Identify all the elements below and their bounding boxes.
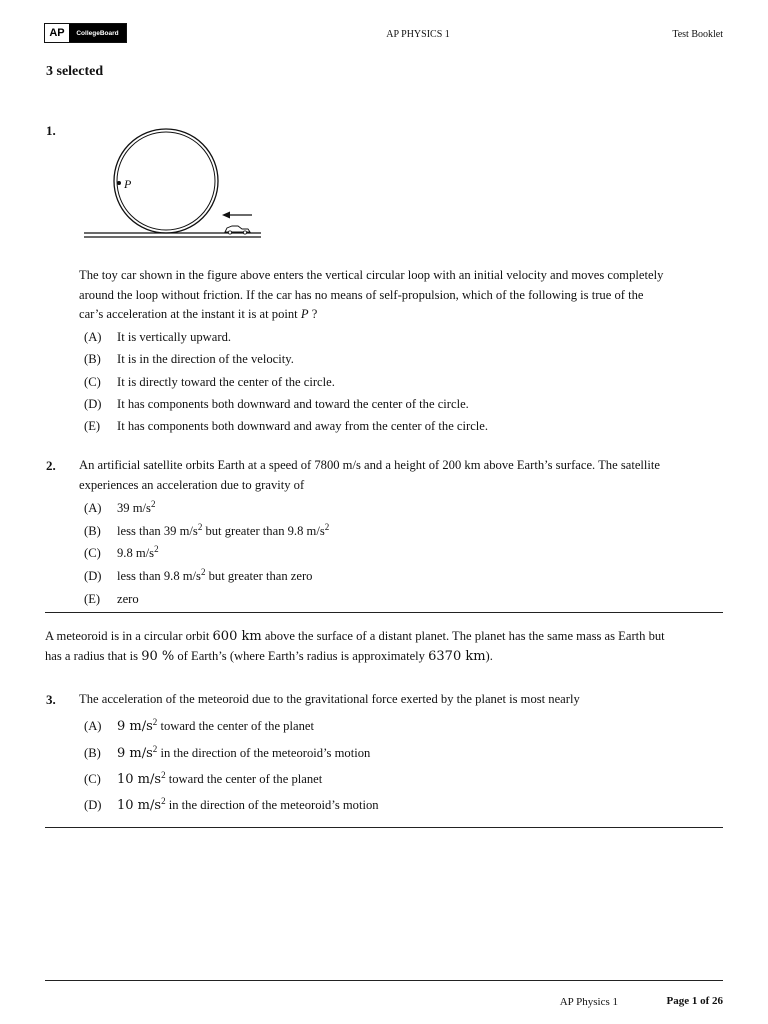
selected-count: 3 selected [46, 64, 104, 79]
choice-letter: (A) [84, 719, 102, 733]
choice-text: It is in the direction of the velocity. [117, 352, 294, 366]
point-p-dot [117, 181, 121, 185]
q1-choice-a[interactable] [84, 329, 231, 345]
question-1-stem-line: The toy car shown in the figure above enters the vertical circular loop with an initial velocity and moves completely [79, 268, 664, 282]
choice-letter: (C) [84, 375, 101, 389]
choice-sup: 2 [152, 717, 158, 727]
choice-text: less than 39 m/s [117, 524, 198, 538]
choice-math: 9 m/s [117, 719, 153, 734]
q1-choice-e[interactable] [84, 418, 488, 434]
choice-letter: (D) [84, 397, 102, 411]
passage-text: of Earth’s (where Earth’s radius is approximately [174, 648, 429, 663]
choice-text-b: but greater than 9.8 m/s [202, 524, 325, 538]
passage-text: ). [485, 648, 493, 663]
question-1-stem [79, 266, 663, 325]
choice-letter: (D) [84, 569, 102, 583]
q2-choice-e[interactable] [84, 591, 139, 607]
choice-text: toward the center of the planet [165, 772, 323, 786]
choice-sup: 2 [152, 744, 158, 754]
question-2-stem [79, 456, 660, 495]
q2-choice-d[interactable] [84, 568, 312, 584]
loop-inner-circle [117, 132, 215, 230]
point-p-label: P [124, 177, 132, 191]
q1-choice-d[interactable] [84, 396, 469, 412]
question-1-stem-line: around the loop without friction. If the car has no means of self-propulsion, which of the following is true of the [79, 287, 644, 302]
choice-text: less than 9.8 m/s [117, 569, 201, 583]
section-divider [45, 827, 723, 828]
choice-text: in the direction of the meteoroid’s motion [157, 746, 371, 760]
choice-letter: (B) [84, 746, 101, 760]
arrow-left-icon [222, 212, 252, 219]
choice-sup-2: 2 [324, 522, 330, 532]
q3-choice-b[interactable] [84, 745, 370, 762]
choice-text: It is directly toward the center of the circle. [117, 375, 335, 389]
q3-choice-a[interactable] [84, 718, 314, 735]
passage-math: 90 % [141, 648, 175, 664]
question-1-number: 1. [46, 123, 56, 138]
passage-math: 6370 km [428, 648, 486, 664]
choice-text: toward the center of the planet [157, 719, 314, 733]
choice-math: 9 m/s [117, 746, 153, 761]
choice-letter: (C) [84, 772, 101, 786]
meteoroid-passage [45, 627, 735, 666]
footer-subject: AP Physics 1 [559, 996, 618, 1008]
question-2-number: 2. [46, 458, 56, 473]
passage-line-2 [45, 647, 735, 667]
choice-text-b: but greater than zero [205, 569, 313, 583]
header-booklet: Test Booklet [672, 29, 723, 40]
question-2-stem-line: experiences an acceleration due to gravity of [79, 477, 305, 492]
header-subject: AP PHYSICS 1 [386, 29, 450, 40]
choice-letter: (C) [84, 546, 101, 560]
choice-letter: (A) [84, 330, 102, 344]
choice-text: zero [117, 592, 139, 606]
question-1-stem-line: car’s acceleration at the instant it is at point [79, 307, 298, 321]
choice-math: 10 m/s [117, 772, 162, 787]
q3-choice-d[interactable] [84, 797, 379, 814]
choice-letter: (E) [84, 592, 101, 606]
choice-text: It is vertically upward. [117, 330, 232, 344]
passage-text: has a radius that is [45, 648, 142, 663]
choice-text: 9.8 m/s [117, 546, 155, 560]
question-1-stem-line-last [79, 305, 663, 325]
choice-sup: 2 [150, 499, 156, 509]
question-3-number: 3. [46, 692, 56, 707]
choice-text: It has components both downward and toward the center of the circle. [117, 397, 469, 411]
q2-choice-b[interactable] [84, 523, 329, 539]
q2-choice-a[interactable] [84, 500, 155, 516]
passage-text: above the surface of a distant planet. The planet has the same mass as Earth but [261, 629, 665, 643]
question-3-stem: The acceleration of the meteoroid due to the gravitational force exerted by the planet is most nearly [79, 692, 580, 706]
q1-choice-b[interactable] [84, 351, 294, 367]
choice-letter: (D) [84, 798, 102, 812]
q1-choice-c[interactable] [84, 374, 335, 390]
question-2-stem-line: An artificial satellite orbits Earth at a speed of 7800 m/s and a height of 200 km above Earth’s surface. The satellite [79, 458, 660, 472]
passage-math: 600 km [212, 629, 262, 644]
choice-text: 39 m/s [117, 501, 151, 515]
choice-sup: 2 [197, 522, 203, 532]
choice-math: 10 m/s [117, 798, 162, 813]
logo-college-board: CollegeBoard [69, 24, 126, 42]
choice-letter: (B) [84, 352, 101, 366]
question-1-point: P [300, 307, 309, 321]
choice-letter: (B) [84, 524, 101, 538]
footer-rule [45, 980, 723, 981]
choice-text: in the direction of the meteoroid’s motion [165, 798, 379, 812]
section-divider [45, 612, 723, 613]
choice-text: It has components both downward and away from the center of the circle. [117, 419, 489, 433]
loop-figure [80, 125, 265, 240]
choice-sup: 2 [154, 544, 159, 554]
q3-choice-c[interactable] [84, 771, 322, 788]
choice-letter: (E) [84, 419, 101, 433]
question-1-stem-end: ? [308, 307, 318, 321]
choice-sup: 2 [200, 567, 206, 577]
q2-choice-c[interactable] [84, 545, 159, 561]
logo-ap: AP [45, 24, 69, 42]
choice-letter: (A) [84, 501, 102, 515]
passage-line-1 [45, 627, 735, 647]
choice-sup: 2 [161, 796, 166, 806]
choice-sup: 2 [161, 770, 166, 780]
passage-text: A meteoroid is in a circular orbit [45, 629, 213, 643]
footer-page-number: Page 1 of 26 [666, 995, 723, 1007]
